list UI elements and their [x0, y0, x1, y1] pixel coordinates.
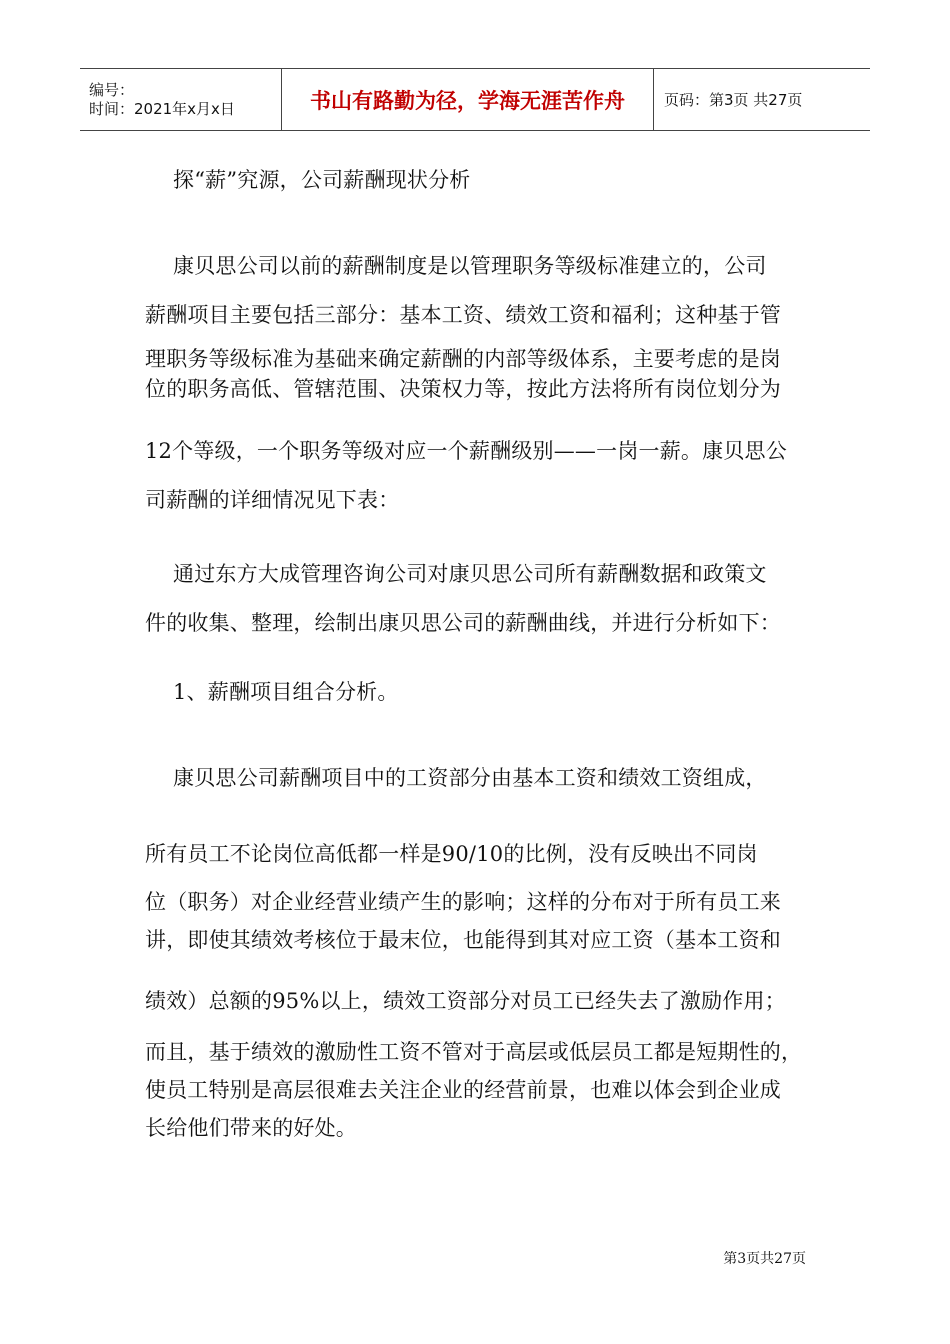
paragraph-line	[145, 293, 815, 338]
paragraph-line	[145, 918, 815, 963]
title-text: 探“薪”究源，公司薪酬现状分析	[173, 168, 471, 192]
line-text: 薪酬项目主要包括三部分：基本工资、绩效工资和福利；这种基于管	[145, 303, 781, 327]
paragraph-line	[145, 601, 815, 646]
paragraph-line	[145, 478, 815, 523]
paragraph-line	[145, 367, 815, 412]
line-text: 位（职务）对企业经营业绩产生的影响；这样的分布对于所有员工来	[145, 890, 781, 914]
motto-text: 书山有路勤为径，学海无涯苦作舟	[310, 88, 625, 113]
doc-time-label: 时间：2021年x月x日	[89, 99, 235, 118]
line-text: 理职务等级标准为基础来确定薪酬的内部等级体系，主要考虑的是岗	[145, 347, 781, 371]
paragraph-line	[145, 1106, 815, 1151]
doc-number-label: 编号：	[89, 80, 135, 99]
line-text: 件的收集、整理，绘制出康贝思公司的薪酬曲线，并进行分析如下：	[145, 611, 781, 635]
paragraph-line	[145, 756, 815, 801]
header-page	[654, 69, 870, 130]
page-header	[80, 68, 870, 131]
line-text: 康贝思公司薪酬项目中的工资部分由基本工资和绩效工资组成，	[173, 766, 767, 790]
line-text: 12个等级，一个职务等级对应一个薪酬级别——一岗一薪。康贝思公	[145, 439, 787, 463]
line-text: 位的职务高低、管辖范围、决策权力等，按此方法将所有岗位划分为	[145, 377, 781, 401]
header-motto	[282, 69, 654, 130]
paragraph-line	[145, 832, 815, 877]
line-text: 讲，即使其绩效考核位于最末位，也能得到其对应工资（基本工资和	[145, 928, 781, 952]
heading-text: 1、薪酬项目组合分析。	[173, 680, 399, 704]
line-text: 绩效）总额的95%以上，绩效工资部分对员工已经失去了激励作用；	[145, 989, 786, 1013]
section-heading	[145, 670, 815, 715]
paragraph-line	[145, 429, 815, 474]
line-text: 通过东方大成管理咨询公司对康贝思公司所有薪酬数据和政策文	[173, 562, 767, 586]
line-text: 长给他们带来的好处。	[145, 1116, 357, 1140]
footer-page-number: 第3页共27页	[723, 1251, 806, 1267]
line-text: 康贝思公司以前的薪酬制度是以管理职务等级标准建立的，公司	[173, 254, 767, 278]
line-text: 司薪酬的详细情况见下表：	[145, 488, 400, 512]
line-text: 而且，基于绩效的激励性工资不管对于高层或低层员工都是短期性的，	[145, 1040, 803, 1064]
section-title	[145, 158, 815, 203]
line-text: 所有员工不论岗位高低都一样是90/10的比例，没有反映出不同岗	[145, 842, 758, 866]
paragraph-line	[145, 244, 815, 289]
paragraph-line	[145, 552, 815, 597]
header-page-label: 页码：第3页 共27页	[664, 91, 803, 109]
header-meta	[80, 69, 282, 130]
line-text: 使员工特别是高层很难去关注企业的经营前景，也难以体会到企业成	[145, 1078, 781, 1102]
page-footer	[723, 1248, 806, 1268]
paragraph-line	[145, 979, 815, 1024]
